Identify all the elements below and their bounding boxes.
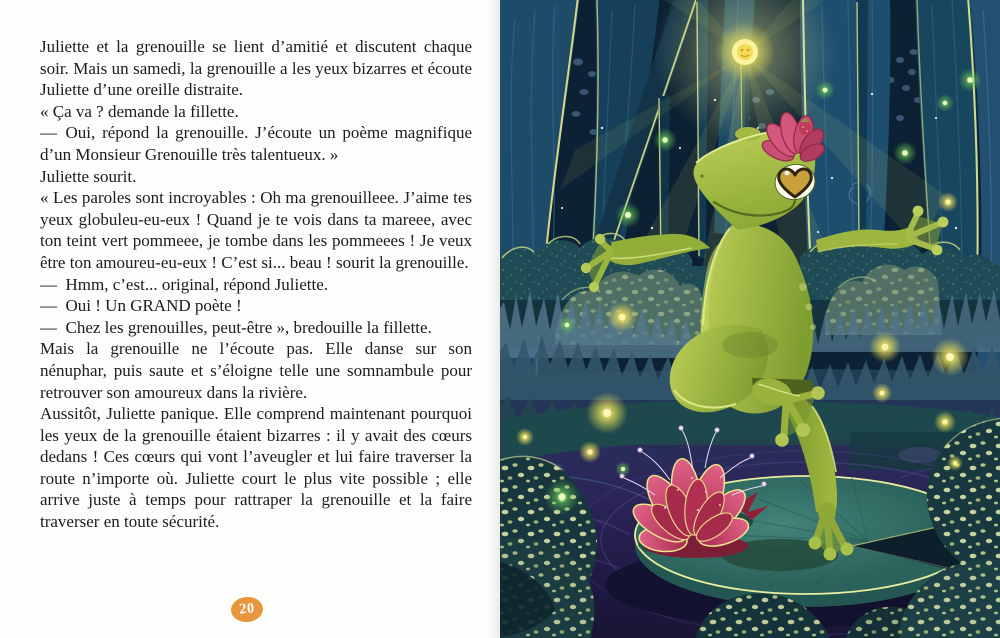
frog-nostril	[700, 174, 703, 177]
story-paragraph-10: Aussitôt, Juliette panique. Elle comprend maintenant pourquoi les yeux de la grenouille étaient bizarres : il y avait des cœurs dedans ! Ces cœurs qui vont l’aveugler et lui faire traverser la route n’importe où. Juliette court le plus vite possible ; elle arrive juste à temps pour rattraper la grenouille et la faire traverser en toute sécurité.	[40, 404, 472, 532]
story-paragraph-5: « Les paroles sont incroyables : Oh ma grenouilleee. J’aime tes yeux globuleu-eu-eux ! Quand je te vois dans ta mareee, avec ton teint vert pommeee, je tombe dans les pommeees ! Je veux être ton amoureu-eu-eux ! C’est si... beau ! sourit la grenouille.	[40, 188, 472, 272]
story-paragraph-1: Juliette et la grenouille se lient d’amitié et discutent chaque soir. Mais un samedi, la grenouille a les yeux bizarres et écoute Juliette d’une oreille distraite.	[40, 37, 472, 100]
right-page-illustration	[500, 0, 1000, 638]
story-paragraph-8: — Chez les grenouilles, peut-être », bredouille la fillette.	[40, 317, 432, 337]
page-number: 20	[238, 600, 256, 618]
frog-night-pond-illustration	[500, 0, 1000, 638]
story-paragraph-6: — Hmm, c’est... original, répond Juliette.	[40, 274, 328, 294]
page-number-badge	[230, 596, 264, 623]
story-paragraph-7: — Oui ! Un GRAND poète !	[40, 296, 242, 316]
story-text	[40, 36, 472, 533]
story-paragraph-3: — Oui, répond la grenouille. J’écoute un poème magnifique d’un Monsieur Grenouille très talentueux. »	[40, 123, 472, 164]
story-paragraph-4: Juliette sourit.	[40, 166, 137, 186]
story-paragraph-9: Mais la grenouille ne l’écoute pas. Elle danse sur son nénuphar, puis saute et s’éloigne telle une somnambule pour retrouver son amoureux dans la rivière.	[40, 339, 472, 402]
story-paragraph-2: « Ça va ? demande la fillette.	[40, 101, 239, 121]
glowing-firefly-lantern	[715, 22, 775, 82]
